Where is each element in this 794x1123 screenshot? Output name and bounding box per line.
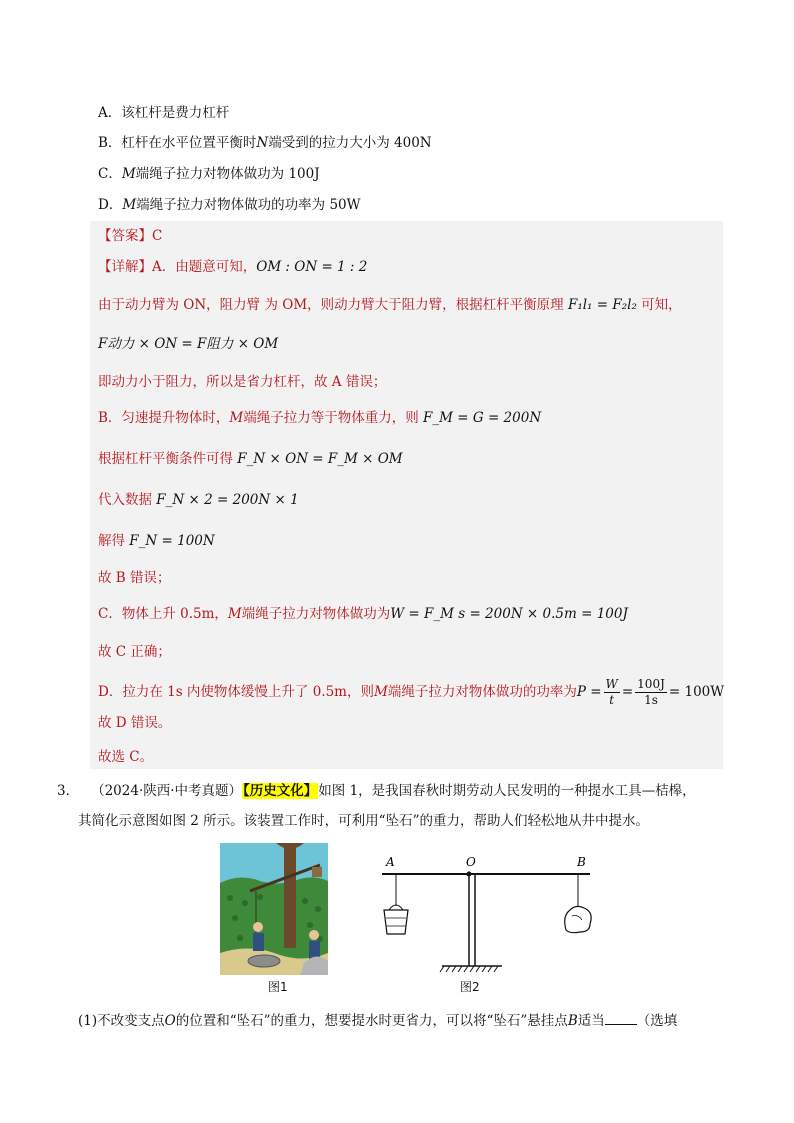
detail-line-12: D．拉力在 1s 内使物体缓慢上升了 0.5m，则M端绳子拉力对物体做功的功率为P = $\frac{W}{t}$ = $\frac{100J}{1s}$ = 100W: [98, 677, 725, 707]
detail-line-2: 由于动力臂为 ON，阻力臂 为 OM，则动力臂大于阻力臂，根据杠杆平衡原理 F₁l₁ = F₂l₂ 可知，: [98, 297, 682, 313]
detail-line-14: 故选 C。: [98, 749, 154, 765]
detail-line-6: 根据杠杆平衡条件可得 F_N × ON = F_M × OM: [98, 451, 403, 467]
option-d: D．M端绳子拉力对物体做功的功率为 50W: [98, 197, 361, 213]
label-b: B: [577, 855, 586, 869]
detail-line-11: 故 C 正确；: [98, 644, 171, 660]
detail-line-1: 【详解】A．由题意可知，OM : ON = 1 : 2: [98, 259, 368, 275]
figure-1-illustration: [220, 843, 328, 975]
detail-line-8: 解得 F_N = 100N: [98, 533, 215, 549]
detail-line-7: 代入数据 F_N × 2 = 200N × 1: [98, 492, 299, 508]
label-o: O: [466, 855, 476, 869]
figure-2-schematic: [372, 850, 592, 976]
option-b: B．杠杆在水平位置平衡时N端受到的拉力大小为 400N: [98, 135, 432, 151]
detail-line-10: C．物体上升 0.5m，M端绳子拉力对物体做功为W = F_M s = 200N × 0.5m = 100J: [98, 606, 628, 622]
question-3-sub-1: (1)不改变支点O的位置和“坠石”的重力，想要提水时更省力，可以将“坠石”悬挂点B适当 （选填: [78, 1010, 677, 1031]
detail-line-13: 故 D 错误。: [98, 715, 172, 731]
figure-1-caption: 图1: [268, 980, 288, 994]
answer-blank[interactable]: [605, 1010, 637, 1025]
detail-line-4: 即动力小于阻力，所以是省力杠杆，故 A 错误；: [98, 374, 387, 390]
detail-line-3: F动力 × ON = F阻力 × OM: [98, 336, 279, 352]
history-culture-tag: 【历史文化】: [243, 783, 318, 799]
question-3-line-2: 其简化示意图如图 2 所示。该装置工作时，可利用“坠石”的重力，帮助人们轻松地从井中提水。: [78, 813, 649, 829]
detail-line-5: B．匀速提升物体时，M端绳子拉力等于物体重力，则 F_M = G = 200N: [98, 410, 542, 426]
label-a: A: [386, 855, 395, 869]
answer-line: 【答案】C: [98, 228, 163, 244]
option-a: A．该杠杆是费力杠杆: [98, 105, 230, 121]
option-c: C．M端绳子拉力对物体做功为 100J: [98, 166, 320, 182]
figure-2-caption: 图2: [460, 980, 480, 994]
detail-line-9: 故 B 错误；: [98, 570, 171, 586]
fraction-w-t: $\frac{W}{t}$: [605, 677, 618, 707]
fraction-100j-1s: $\frac{100J}{1s}$: [637, 677, 665, 707]
question-3-line-1: 3． （2024·陕西·中考真题）【历史文化】如图 1，是我国春秋时期劳动人民发明的一种提水工具—桔槔，: [57, 783, 696, 799]
